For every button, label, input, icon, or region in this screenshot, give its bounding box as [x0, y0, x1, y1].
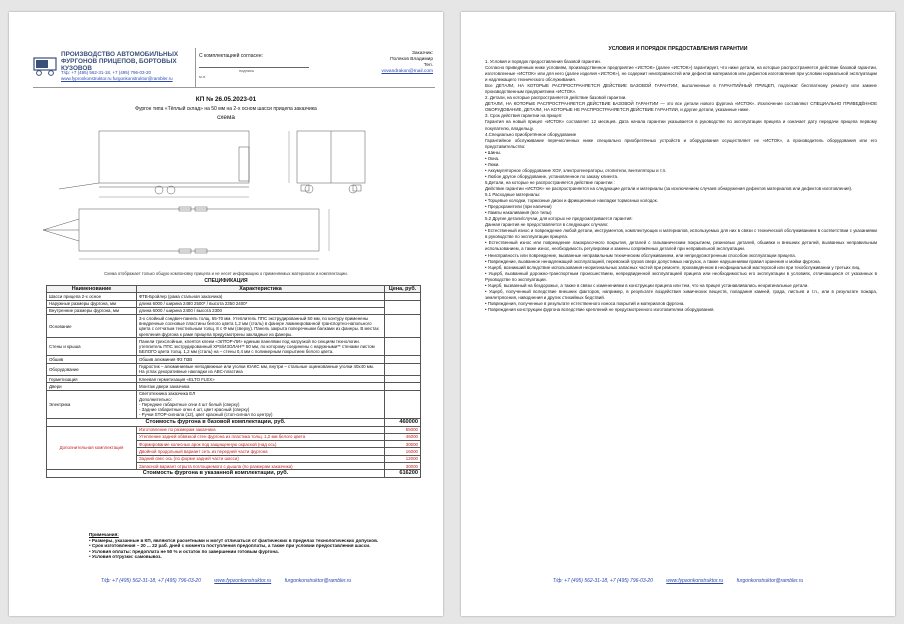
row-desc: Панели трехслойные, клеятся клеем «ЭЛТОР-ЛИ» единым панелями под нагрузкой по секциям технологии. утеплитель ППС экструдированный XPS/ИЗОЛАН** 50 мм, по которому соединены с наружными** стенами листом БЕЛОГО цвета толщ. 1,2 мм (сталь) на – стены 0,4 мм с полимерным покрытием белого цвета.	[137, 338, 385, 356]
company-name: ПРОИЗВОДСТВО АВТОМОБИЛЬНЫХ ФУРГОНОВ ПРИЦЕПОВ, БОРТОВЫХ КУЗОВОВ	[61, 51, 179, 72]
company-site-email[interactable]: www.fургоnkonstruktor.ru furgonkonstruktor@rambler.ru	[61, 75, 173, 81]
notes-title: Примечания:	[89, 532, 119, 537]
table-row	[47, 307, 421, 314]
warranty-title: УСЛОВИЯ И ПОРЯДОК ПРЕДОСТАВЛЕНИЯ ГАРАНТИИ	[608, 46, 748, 52]
row-name: Оборудование	[47, 363, 137, 376]
warranty-paragraph: • Естественный износ и повреждение любой детали, инструментов, комплектующих и материалов, используемых для них в связи с технической обслуживанием в соответствии с указаниями в руководстве по эксплуатации прицепа.	[485, 228, 877, 240]
extras-line: - Передние габаритные огни 4 шт белый (сверху)	[139, 401, 240, 407]
table-row	[47, 383, 421, 390]
warranty-paragraph: 5.2 Другие детали/случаи, для которых не предусматривается гарантия:	[485, 216, 633, 222]
total-label: Стоимость фургона в указанной комплектации, руб.	[47, 470, 385, 477]
warranty-paragraph: 1. Условия и порядок предоставления базовой гарантии.	[485, 59, 601, 64]
row-name: Шасси прицепа 2-х осное	[47, 293, 137, 300]
row-name: Основание	[47, 315, 137, 338]
kp-number: КП № 26.05.2023-01	[195, 96, 257, 103]
warranty-paragraph: • Естественный износ или повреждение лакокрасочного покрытия, деталей с гальваническим покрытием, резиновых деталей, обшивки и внешних деталей, вызванных неправильным использованием, а также износ, необходимость регулировки и замены сопряжённых деталей при неправильной эксплуатации.	[485, 240, 877, 252]
row-price	[385, 315, 421, 338]
row-price	[385, 356, 421, 363]
warranty-paragraph: 2. Детали, на которые распространяется действие базовой гарантии.	[485, 95, 627, 101]
row-desc: длина 6000 / ширина 2400 / высота 2300	[137, 307, 385, 314]
trailer-scheme-drawing	[39, 127, 419, 265]
client-phone: Тел.	[423, 63, 433, 68]
warranty-paragraph: • Ущерб, полученный вследствие внешних факторов, например, в результате воздействия химических веществ, попадания камней, града, листьев и т.п., или в результате пожара, землетрясения, наводнения и других стихийных бедствий.	[485, 288, 877, 300]
letterhead	[33, 48, 435, 88]
col-price-header: Цена, руб.	[385, 286, 421, 293]
option-name: Двойной продольный вариант сеть из передней части фургона	[137, 448, 385, 455]
extras-line: - Задние габаритные огни 4 шт, цвет красный (сверху)	[139, 407, 250, 413]
base-cost-row	[47, 419, 421, 426]
warranty-paragraph: • Предохранители (при наличии)	[485, 204, 552, 210]
row-desc: 3-х слойный сэндвич-панель толщ. 65-70 мм. Утеплитель ППС экструдированный 50 мм, по контуру применены внедренные сосновые пластины белого цвета 1,2 мм (сталь) в фанере ламинированной транспортно-напольного цвета с сетчатым текстильным толщ. 8 с Ф мм (сверху). Панель закрыта поперечными балками из фанеры. В местах крепления фургона к раме прицепа предусмотрены закладные из фанеры.	[137, 315, 385, 338]
option-row	[47, 426, 421, 433]
warranty-paragraph: • Любое другое оборудование, установленное по заказу клиента.	[485, 173, 619, 179]
warranty-paragraph: Все ДЕТАЛИ, НА КОТОРЫЕ РАСПРОСТРАНЯЕТСЯ ДЕЙСТВИЕ БАЗОВОЙ ГАРАНТИИ, выполненные в ГАРАНТИЙНЫЙ ПРИЦЕП, подлежат бесплатному ремонту или замене производственным предприятием «ИСТОК».	[485, 83, 877, 95]
row-name: Обшив	[47, 356, 137, 363]
row-price	[385, 338, 421, 356]
spec-table	[46, 285, 421, 478]
footer-phones: Т/ф: +7 (495) 562-31-18, +7 (495) 796-03-20	[552, 578, 653, 584]
table-row	[47, 390, 421, 418]
warranty-paragraph: • Повреждения, полученные в результате естественного износа покрытий и материалов фургона.	[485, 300, 685, 306]
warranty-paragraph: • Люки.	[485, 161, 500, 167]
client-label: Заказчик:	[411, 51, 433, 56]
signature-label: подпись	[199, 67, 309, 74]
option-price: 46000	[385, 433, 421, 440]
option-name: Формирование колесных арок под защищенную окраской (над ось)	[137, 441, 385, 448]
document-page-2	[461, 12, 895, 616]
page-footer	[9, 578, 443, 584]
options-label: Дополнительная комплектация	[47, 426, 137, 470]
warranty-paragraph: 3. Срок действия гарантии на прицеп:	[485, 113, 563, 119]
row-price	[385, 390, 421, 418]
col-name-header: Наименование	[47, 286, 137, 293]
warranty-paragraph: 5.1 Расходные материалы:	[485, 192, 541, 198]
note-item: • Условия оплаты: предоплата не 50 % и остаток по завершении готовым фургона.	[89, 548, 279, 554]
scheme-note: Схема отображает только общую компоновку прицепа и не несет информацию о применяемых материалах и комплектации.	[104, 271, 348, 276]
warranty-paragraph: • Лампы накаливания (все типы)	[485, 210, 552, 216]
warranty-paragraph: • Повреждение, вызванное ненадлежащей эксплуатацией, перевозкой грузов сверх допустимых нагрузок, а также нарушениями правил хранения и мойки фургона.	[485, 258, 821, 264]
table-row	[47, 293, 421, 300]
row-desc: Клеевая герметизация «ELTO FLEX»	[137, 376, 385, 383]
header-divider	[195, 48, 196, 88]
footer-email[interactable]: furgonkonstruktor@rambler.ru	[284, 578, 352, 584]
warranty-paragraph: 4.Специально приобретённое оборудование	[485, 131, 577, 137]
note-item: • Срок изготовления – 20 ... 22 раб. дней с момента поступления предоплаты, а также при условии предоставления шасси.	[89, 543, 371, 549]
base-cost-value: 460000	[385, 419, 421, 426]
row-desc	[137, 390, 385, 418]
row-desc: Гидростик – алюминиевые неподвижные или уголки ЮАКС мм, внутри – стальные оцинкованные уголки 40х40 мм. На углах декоративные накладки из АВС-пластика	[137, 363, 385, 376]
table-row	[47, 315, 421, 338]
row-desc: ФТВ-Бройлер (рама стальная заказчика)	[137, 293, 385, 300]
footer-phones: Т/ф: +7 (495) 562-31-18, +7 (495) 796-03-20	[100, 578, 201, 584]
page-footer	[461, 578, 895, 584]
row-desc: Обшив алюминия Ф3 П3В	[137, 356, 385, 363]
scheme-title: схема	[217, 114, 235, 121]
table-row	[47, 376, 421, 383]
warranty-paragraph: • Неисправность или повреждение, вызванные неправильным техническим обслуживанием, или непредусмотренным способом эксплуатации прицепа.	[485, 252, 796, 258]
row-price	[385, 363, 421, 376]
spec-title: СПЕЦИФИКАЦИЯ	[204, 278, 248, 284]
agreement-block	[199, 53, 309, 80]
warranty-paragraph: • Ущерб, вызванный дорожно-транспортным происшествием, непредвиденной эксплуатацией прицепа или необходимостью его эксплуатации в условиях, отличающихся от указанных в Руководстве по эксплуатации.	[485, 270, 877, 282]
extras-line: Дополнительно:	[139, 396, 172, 402]
warranty-paragraph: • Повреждения конструкции фургона вследствие креплений не предусмотренного изготовителем оборудования.	[485, 306, 715, 312]
document-subtitle: Фургон типа «Тёплый склад» на 50 мм на 2-х осном шасси прицепа заказчика	[135, 106, 317, 112]
row-price	[385, 383, 421, 390]
document-page-1	[9, 12, 443, 616]
row-name: Двери	[47, 383, 137, 390]
agreement-label: С комплектацией согласен:	[199, 53, 263, 59]
table-row	[47, 300, 421, 307]
warranty-paragraph: • Ущерб, возникший вследствие использования неоригинальных запасных частей при ремонте, произведённом в неофициальной мастерской или при техобслуживании у третьих лиц.	[485, 264, 861, 270]
company-logo-icon	[33, 52, 57, 80]
warranty-paragraph: Гарантия на новый прицеп «ИСТОК» составляет 12 месяцев. Дата начала гарантии указывается в руководстве по эксплуатации прицепа и означает дату передачи прицепа первому покупателю, владельцу.	[485, 119, 877, 131]
base-cost-label: Стоимость фургона в базовой комплектации, руб.	[47, 419, 385, 426]
row-name: Стены и крыша	[47, 338, 137, 356]
option-price: 30000	[385, 463, 421, 470]
warranty-body	[485, 59, 877, 313]
note-item: • Условия отгрузки: самовывоз.	[89, 554, 162, 560]
row-name: Герметизация	[47, 376, 137, 383]
option-price: 55000	[385, 426, 421, 433]
row-price	[385, 376, 421, 383]
row-name: Внутренние размеры фургона, мм	[47, 307, 137, 314]
warranty-paragraph: • Аккумуляторное оборудование ХОУ, электрогенераторы, отопители, вентиляторы и т.п.	[485, 167, 667, 173]
warranty-paragraph: • Окна.	[485, 155, 500, 161]
option-price: 12000	[385, 455, 421, 462]
company-contacts	[61, 70, 191, 81]
option-name: Задний свес ось (по форме задней части шасси)	[137, 455, 385, 462]
warranty-paragraph: • Шины.	[485, 149, 502, 155]
client-block	[353, 51, 433, 75]
footer-email[interactable]: furgonkonstruktor@rambler.ru	[736, 578, 804, 584]
table-row	[47, 356, 421, 363]
row-desc: длина 6000 / ширина 2480 2500* / высота 2350 2400*	[137, 300, 385, 307]
footer-site-link[interactable]: www.fургоnkonstruktor.ru	[666, 578, 724, 584]
row-desc: Монтаж двери заказчика	[137, 383, 385, 390]
warranty-paragraph: Действие гарантии «ИСТОК» не распространяется на следующие детали и материалы (за исключением случаев обнаружения дефектов материалов или дефектов изготовления).	[485, 185, 853, 191]
warranty-paragraph: Согласно приведённым ниже условиям, производственное предприятие «ИСТОК» (далее «ИСТОК») гарантирует, что ниже детали, на которые распространяется действие базовой гарантии, изготовленные «ИСТОК» или для него (далее изделия «ИСТОК»), не содержит неисправностей или дефектов материалов или дефектов изготовления при условии нормальной эксплуатации и надлежащего технического обслуживания.	[485, 65, 877, 83]
warranty-paragraph: • Ущерб, вызванный на бездорожье, а также в связи с изменениями в конструкции прицепа или тем, что на прицеп устанавливались неоригинальные детали.	[485, 282, 809, 288]
spec-header-row	[47, 286, 421, 293]
notes-block	[89, 532, 429, 560]
option-name: Утепление задней обвязкой стен фургона из пластика толщ. 1,2 мм белого цвета	[137, 433, 385, 440]
footer-site-link[interactable]: www.fургоnkonstruktor.ru	[214, 578, 272, 584]
option-name: Запасной вариант отрыта поглощаемого с дышла (по размерам заказчика)	[137, 463, 385, 470]
total-value: 616200	[385, 470, 421, 477]
option-name: Изготовление по размерам заказчика	[137, 426, 385, 433]
client-email[interactable]: vovandrakon@mail.com	[381, 69, 433, 74]
option-price: 16000	[385, 448, 421, 455]
extras-line: - Ручки STOP-сигнала (12), цвет красный (стоп-сигнал по центру)	[139, 412, 273, 418]
row-price	[385, 300, 421, 315]
company-phones: Т/ф: +7 (495) 562-31-18, +7 (495) 796-03-20	[61, 70, 152, 75]
warranty-paragraph: Гарантийное обслуживание перечисленных ниже специально приобретённых устройств и оборудования осуществляет не «ИСТОК», а производитель оборудования или его представительство:	[485, 137, 877, 149]
table-row	[47, 338, 421, 356]
total-row	[47, 470, 421, 477]
note-item: • Размеры, указанные в КП, являются расчетными и могут отличаться от фактических в пределах технологических допусков.	[89, 537, 379, 543]
row-desc-main: Светотехника заказчика ЕЛ	[139, 391, 196, 397]
warranty-paragraph: ДЕТАЛИ, НА КОТОРЫЕ РАСПРОСТРАНЯЕТСЯ ДЕЙСТВИЕ БАЗОВОЙ ГАРАНТИИ — это все детали нового фургона «ИСТОК». Исключение составляют СПЕЦИАЛЬНО ПРИВЕДЁННОЕ ОБОРУДОВАНИЕ, ДЕТАЛИ, НА КОТОРЫЕ НЕ РАСПРОСТРАНЯЕТСЯ ДЕЙСТВИЕ ГАРАНТИИ, и другие детали, указанные ниже.	[485, 101, 877, 113]
table-row	[47, 363, 421, 376]
row-price	[385, 293, 421, 300]
row-name: Электрика	[47, 390, 137, 418]
option-price: 30000	[385, 441, 421, 448]
stamp-label: м.п.	[199, 74, 207, 79]
client-name: Поляков Владимир	[390, 57, 433, 62]
row-name: Наружные размеры фургона, мм	[47, 300, 137, 307]
col-desc-header: Характеристика	[137, 286, 385, 293]
warranty-paragraph: Данная гарантия не предоставляется в следующих случаях:	[485, 222, 609, 228]
warranty-paragraph: • Торцевые колодки, тормозные диски и фрикционные накладки тормозных колодок.	[485, 198, 658, 204]
warranty-paragraph: 5.Детали, на которые не распространяется действие гарантии :	[485, 179, 615, 185]
